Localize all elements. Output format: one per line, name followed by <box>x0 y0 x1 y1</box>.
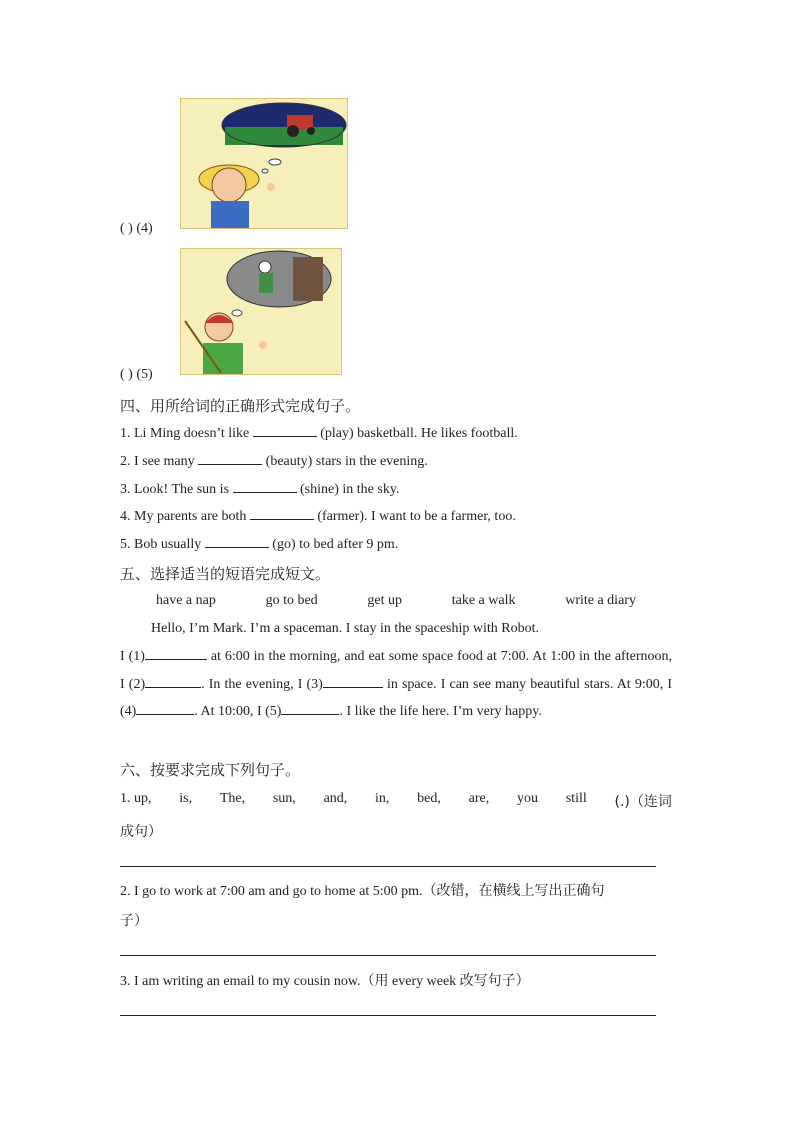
item-text: 3. Look! The sun is <box>120 482 233 497</box>
answer-blank[interactable] <box>250 507 314 520</box>
passage-text: . At 10:00, I (5) <box>194 704 282 719</box>
phrase-bank <box>156 593 636 609</box>
section4-item-5 <box>120 535 398 553</box>
phrase-option: write a diary <box>565 593 636 608</box>
item-hint: (beauty) stars in the evening. <box>262 454 428 469</box>
q1-word: you <box>516 791 538 806</box>
section4-item-4 <box>120 507 516 525</box>
answer-blank[interactable] <box>281 702 339 715</box>
answer-blank[interactable] <box>233 480 297 493</box>
item-hint: (shine) in the sky. <box>296 482 400 497</box>
picture-item-4-label: ( ) (4) <box>120 221 153 236</box>
section4-item-1 <box>120 424 518 442</box>
section4-item-2 <box>120 452 428 470</box>
answer-blank[interactable] <box>145 647 207 660</box>
phrase-option: take a walk <box>451 593 516 608</box>
q1-word: and, <box>323 791 348 806</box>
q1-word: are, <box>468 791 490 806</box>
q1-word: bed, <box>417 791 441 806</box>
answer-blank[interactable] <box>136 702 194 715</box>
item-text: 2. I see many <box>120 454 199 469</box>
q1-word: in, <box>375 791 390 806</box>
passage-text: . In the evening, I (3) <box>201 676 323 692</box>
item-text: 5. Bob usually <box>120 537 205 552</box>
phrase-option: have a nap <box>156 593 216 608</box>
answer-line-3[interactable] <box>120 1015 656 1016</box>
q1-word: still <box>565 791 587 806</box>
item-hint: (play) basketball. He likes football. <box>316 426 518 441</box>
passage-text: in space. I can see many beautiful stars. At 9:00, I (4) <box>120 676 672 719</box>
q1-word: The, <box>219 791 246 806</box>
picture-street-sweeper-dream <box>180 248 342 375</box>
passage-text: . I like the life here. I’m very happy. <box>339 704 542 719</box>
answer-blank[interactable] <box>205 535 269 548</box>
sweeper-illustration <box>181 249 341 374</box>
q1-word: sun, <box>272 791 296 806</box>
phrase-option: get up <box>367 593 403 608</box>
farmer-illustration <box>181 99 347 228</box>
picture-farmer-dream <box>180 98 348 229</box>
answer-blank[interactable] <box>323 675 383 688</box>
passage-text: I (1) <box>120 649 145 664</box>
q1-word: is, <box>179 791 193 806</box>
q1-word: (.)（连词 <box>614 794 672 810</box>
passage-body <box>120 643 672 726</box>
answer-blank[interactable] <box>198 452 262 465</box>
question-3: 3. I am writing an email to my cousin now.（用 every week 改写句子） <box>120 974 530 989</box>
item-hint: (farmer). I want to be a farmer, too. <box>313 509 516 524</box>
phrase-option: go to bed <box>265 593 318 608</box>
picture-item-5-label: ( ) (5) <box>120 367 153 382</box>
section6-heading: 六、按要求完成下列句子。 <box>120 761 301 779</box>
section4-heading: 四、用所给词的正确形式完成句子。 <box>120 397 361 415</box>
question-1 <box>120 791 672 811</box>
section5-heading: 五、选择适当的短语完成短文。 <box>120 565 331 583</box>
item-text: 1. Li Ming doesn’t like <box>120 426 253 441</box>
answer-line-2[interactable] <box>120 955 656 956</box>
item-hint: (go) to bed after 9 pm. <box>268 537 399 552</box>
item-text: 4. My parents are both <box>120 509 250 524</box>
question-2: 2. I go to work at 7:00 am and go to home at 5:00 pm.（改错，在横线上写出正确句 <box>120 884 605 899</box>
section4-item-3 <box>120 480 399 498</box>
answer-blank[interactable] <box>145 675 201 688</box>
passage-text: at 6:00 in the morning, and eat some space food at 7:00. At 1:00 in the afternoon, I (2) <box>120 649 672 692</box>
question-2-instruction-cont: 子） <box>120 913 148 929</box>
answer-blank[interactable] <box>253 424 317 437</box>
q1-word: 1. up, <box>120 791 152 806</box>
answer-line-1[interactable] <box>120 866 656 867</box>
passage-intro: Hello, I’m Mark. I’m a spaceman. I stay in the spaceship with Robot. <box>151 621 540 636</box>
question-1-instruction-cont: 成句） <box>120 824 162 840</box>
